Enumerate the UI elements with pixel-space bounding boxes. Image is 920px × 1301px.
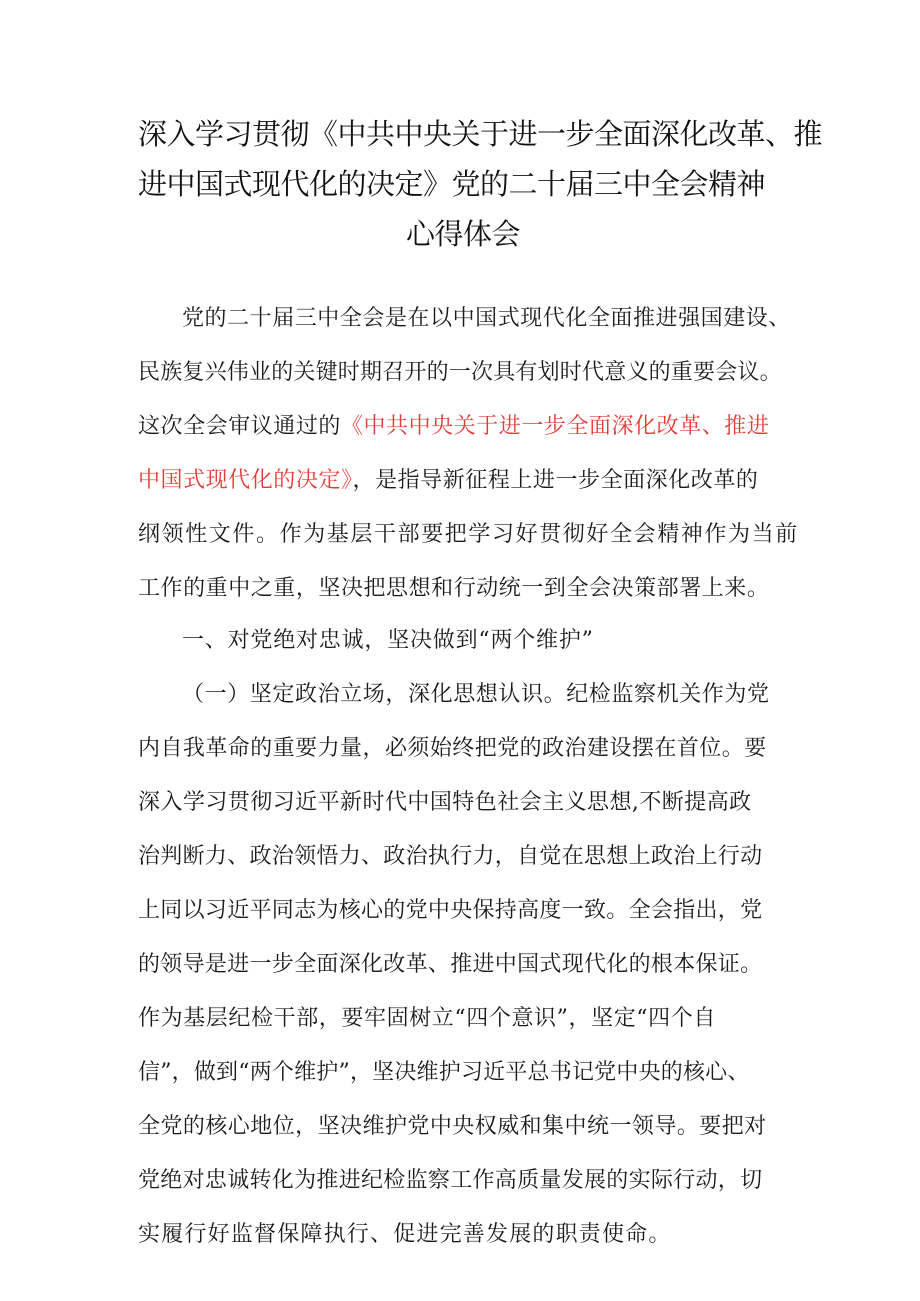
- intro-line-5: 纲领性文件。作为基层干部要把学习好贯彻好全会精神作为当前: [138, 522, 799, 547]
- sub1-line-7: 作为基层纪检干部，要牢固树立“四个意识”，坚定“四个自: [138, 1006, 716, 1031]
- intro-line-3-text: 这次全会审议通过的: [138, 414, 341, 439]
- sub1-line-6: 的领导是进一步全面深化改革、推进中国式现代化的根本保证。: [138, 952, 763, 977]
- decision-title-highlight-part2: 中国式现代化的决定》: [138, 468, 353, 493]
- intro-line-1: 党的二十届三中全会是在以中国式现代化全面推进强国建设、: [182, 306, 791, 331]
- decision-title-highlight-part1: 《中共中央关于进一步全面深化改革、推进: [340, 414, 770, 439]
- sub1-line-10: 党绝对忠诚转化为推进纪检监察工作高质量发展的实际行动，切: [138, 1168, 763, 1193]
- section-1-heading: 一、对党绝对忠诚，坚决做到“两个维护”: [182, 628, 594, 653]
- sub1-line-1: （一）坚定政治立场，深化思想认识。纪检监察机关作为党: [182, 682, 770, 707]
- intro-line-3: [138, 413, 769, 441]
- title-line-2: 进中国式现代化的决定》党的二十届三中全会精神: [138, 167, 766, 201]
- sub1-line-8: 信”，做到“两个维护”，坚决维护习近平总书记党中央的核心、: [138, 1060, 750, 1085]
- sub1-line-11: 实履行好监督保障执行、促进完善发展的职责使命。: [138, 1222, 672, 1247]
- sub1-line-9: 全党的核心地位，坚决维护党中央权威和集中统一领导。要把对: [138, 1114, 767, 1139]
- sub1-line-3: 深入学习贯彻习近平新时代中国特色社会主义思想,不断提高政: [138, 790, 752, 815]
- intro-line-6: 工作的重中之重，坚决把思想和行动统一到全会决策部署上来。: [138, 576, 770, 601]
- title-line-3: 心得体会: [406, 217, 521, 251]
- sub1-line-2: 内自我革命的重要力量，必须始终把党的政治建设摆在首位。要: [138, 736, 767, 761]
- intro-line-4-text: ，是指导新征程上进一步全面深化改革的: [352, 468, 759, 493]
- sub1-line-5: 上同以习近平同志为核心的党中央保持高度一致。全会指出，党: [138, 898, 763, 923]
- title-line-1: 深入学习贯彻《中共中央关于进一步全面深化改革、推: [138, 117, 823, 151]
- intro-line-4: [138, 467, 758, 495]
- intro-line-2: 民族复兴伟业的关键时期召开的一次具有划时代意义的重要会议。: [138, 360, 782, 385]
- sub1-line-4: 治判断力、政治领悟力、政治执行力，自觉在思想上政治上行动: [138, 844, 763, 869]
